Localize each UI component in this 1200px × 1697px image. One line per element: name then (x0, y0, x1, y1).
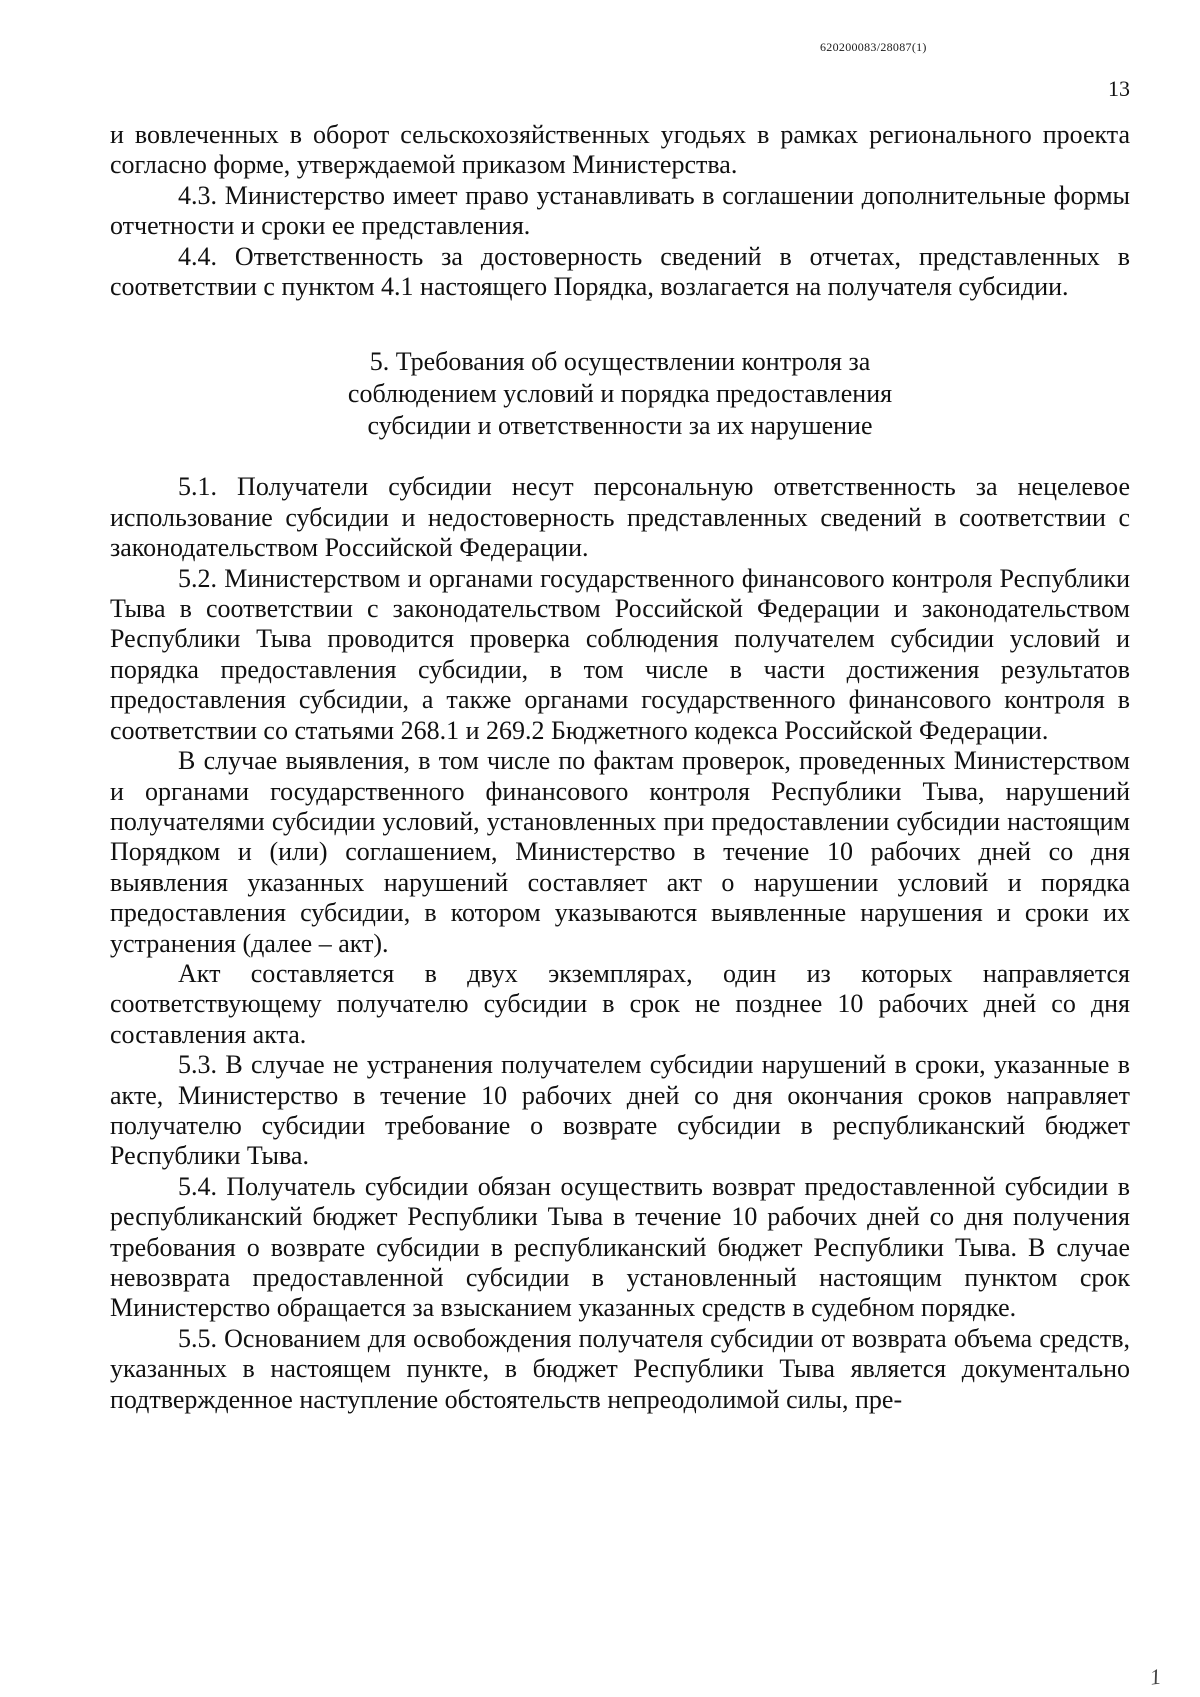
document-body (110, 120, 1130, 1415)
section-heading-line: субсидии и ответственности за их нарушение (367, 411, 873, 441)
paragraph-violations: В случае выявления, в том числе по фактам проверок, проведенных Министерством и органами государственного финансового контроля Республики Тыва, нарушений получателями субсидии условий, установленных при предоставлении субсидии настоящим Порядком и (или) соглашением, Министерство в течение 10 рабочих дней со дня выявления указанных нарушений составляет акт о нарушении условий и порядка предоставления субсидии, в котором указываются выявленные нарушения и сроки их устранения (далее – акт). (110, 746, 1130, 958)
paragraph-5-5: 5.5. Основанием для освобождения получателя субсидии от возврата объема средств, указанных в настоящем пункте, в бюджет Республики Тыва является документально подтвержденное наступление обстоятельств непреодолимой силы, пре- (110, 1323, 1130, 1414)
paragraph-5-2: 5.2. Министерством и органами государственного финансового контроля Республики Тыва в соответствии с законодательством Российской Федерации и законодательством Республики Тыва проводится проверка соблюдения получателем субсидии условий и порядка предоставления субсидии, в том числе в части достижения результатов предоставления субсидии, а также органами государственного финансового контроля в соответствии со статьями 268.1 и 269.2 Бюджетного кодекса Российской Федерации. (110, 563, 1130, 745)
page-number: 13 (1108, 76, 1130, 101)
paragraph-act: Акт составляется в двух экземплярах, один из которых направляется соответствующему получателю субсидии в срок не позднее 10 рабочих дней со дня составления акта. (110, 958, 1130, 1049)
section-heading-line: 5. Требования об осуществлении контроля за (369, 347, 871, 377)
paragraph-continuation: и вовлеченных в оборот сельскохозяйственных угодьях в рамках регионального проекта согласно форме, утверждаемой приказом Министерства. (110, 120, 1130, 180)
document-id: 620200083/28087(1) (820, 40, 927, 54)
handwritten-mark: 1 (1148, 1663, 1163, 1690)
section-heading-line: соблюдением условий и порядка предоставления (347, 379, 893, 409)
paragraph-4-3: 4.3. Министерство имеет право устанавливать в соглашении дополнительные формы отчетности и сроки ее представления. (110, 180, 1130, 241)
paragraph-5-3: 5.3. В случае не устранения получателем субсидии нарушений в сроки, указанные в акте, Министерство в течение 10 рабочих дней со дня окончания сроков направляет получателю субсидии требование о возврате субсидии в республиканский бюджет Республики Тыва. (110, 1050, 1130, 1171)
paragraph-5-1: 5.1. Получатели субсидии несут персональную ответственность за нецелевое использование субсидии и недостоверность представленных сведений в соответствии с законодательством Российской Федерации. (110, 472, 1130, 563)
paragraph-4-4: 4.4. Ответственность за достоверность сведений в отчетах, представленных в соответствии с пунктом 4.1 настоящего Порядка, возлагается на получателя субсидии. (110, 241, 1130, 302)
paragraph-5-4: 5.4. Получатель субсидии обязан осуществить возврат предоставленной субсидии в республиканский бюджет Республики Тыва в течение 10 рабочих дней со дня получения требования о возврате субсидии в республиканский бюджет Республики Тыва. В случае невозврата предоставленной субсидии в установленный настоящим пунктом срок Министерство обращается за взысканием указанных средств в судебном порядке. (110, 1171, 1130, 1323)
section-heading (110, 346, 1130, 442)
